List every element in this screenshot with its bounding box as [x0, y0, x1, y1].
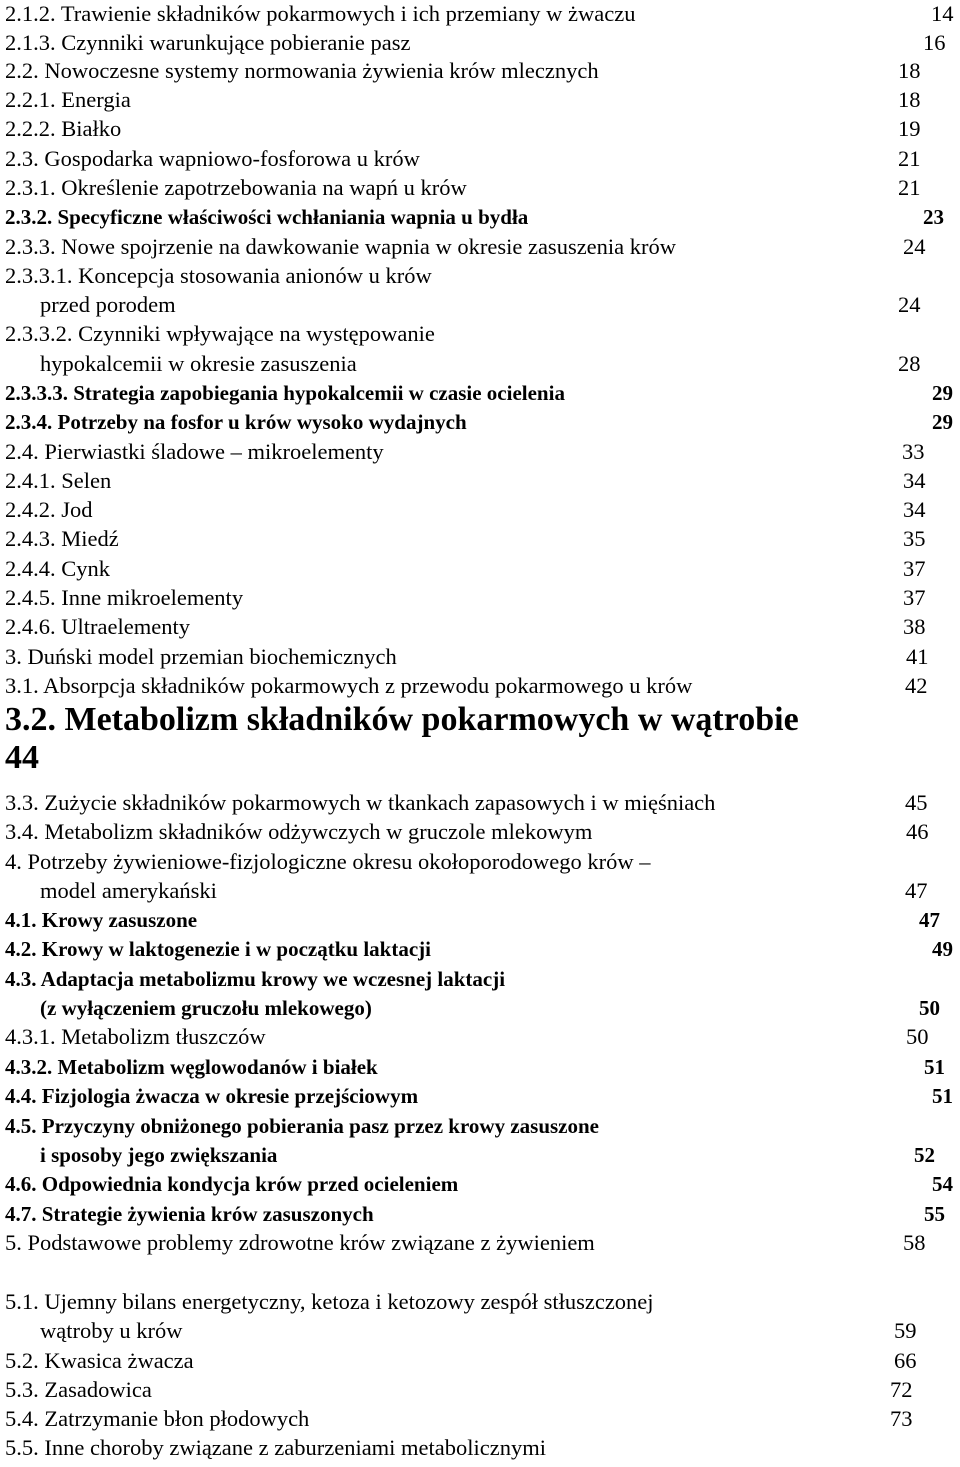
toc-entry: [5, 1288, 955, 1316]
toc-entry-title: 3. Duński model przemian biochemicznych: [5, 644, 397, 669]
toc-entry: [5, 1405, 955, 1433]
toc-entry-title: 2.2.1. Energia: [5, 87, 131, 112]
toc-entry: [5, 789, 955, 817]
toc-entry: [5, 203, 955, 231]
toc-entry: [5, 643, 955, 671]
toc-entry-title: 2.3.4. Potrzeby na fosfor u krów wysoko wydajnych: [5, 410, 467, 434]
toc-entry: [5, 320, 955, 348]
toc-entry-page-number: 58: [903, 1230, 926, 1255]
toc-entry-page-number: 33: [902, 439, 925, 464]
toc-entry-title: 5.5. Inne choroby związane z zaburzeniami metabolicznymi: [5, 1435, 547, 1460]
toc-entry: [5, 379, 955, 407]
toc-entry: [5, 0, 955, 28]
toc-entry-page-number: 29: [932, 410, 953, 434]
toc-entry-title: 4.3.2. Metabolizm węglowodanów i białek: [5, 1055, 378, 1079]
toc-entry-page-number: 21: [898, 146, 921, 171]
toc-entry-page-number: 23: [923, 205, 944, 229]
toc-entry-title: 2.4.5. Inne mikroelementy: [5, 585, 244, 610]
toc-entry: [5, 1317, 955, 1345]
toc-entry-page-number: 18: [898, 87, 921, 112]
toc-entry-title: 4.3. Adaptacja metabolizmu krowy we wczesnej laktacji: [5, 967, 506, 991]
toc-entry-title: i sposoby jego zwiększania: [40, 1143, 278, 1167]
toc-entry-page-number: 51: [932, 1084, 953, 1108]
toc-entry-title-large: 3.2. Metabolizm składników pokarmowych w wątrobie: [5, 701, 799, 738]
toc-entry-title: 2.3.3.1. Koncepcja stosowania anionów u krów: [5, 263, 432, 288]
toc-entry-page-number: 37: [903, 556, 926, 581]
toc-entry-title: 3.1. Absorpcja składników pokarmowych z przewodu pokarmowego u krów: [5, 673, 693, 698]
toc-entry-title: 2.4.4. Cynk: [5, 556, 111, 581]
toc-entry: [5, 965, 955, 993]
toc-entry-title: 4.3.1. Metabolizm tłuszczów: [5, 1024, 266, 1049]
toc-entry: [5, 145, 955, 173]
toc-entry: [5, 115, 955, 143]
toc-entry: [5, 1082, 955, 1110]
toc-entry-title: model amerykański: [40, 878, 217, 903]
toc-entry: [5, 1053, 955, 1081]
toc-entry-title: hypokalcemii w okresie zasuszenia: [40, 351, 357, 376]
toc-entry-page-number: 55: [924, 1202, 945, 1226]
toc-entry-page-number: 42: [905, 673, 928, 698]
toc-entry: [5, 1347, 955, 1375]
toc-entry-page-number: 14: [931, 1, 954, 26]
toc-entry-page-number: 35: [903, 526, 926, 551]
toc-entry-title: 2.4.2. Jod: [5, 497, 93, 522]
toc-entry: [5, 1141, 955, 1169]
toc-entry-page-number: 24: [903, 234, 926, 259]
toc-entry-title: 2.3.3. Nowe spojrzenie na dawkowanie wapnia w okresie zasuszenia krów: [5, 234, 677, 259]
toc-entry-title: 5.1. Ujemny bilans energetyczny, ketoza i ketozowy zespół stłuszczonej: [5, 1289, 654, 1314]
toc-entry-title: 2.3.3.3. Strategia zapobiegania hypokalcemii w czasie ocielenia: [5, 381, 565, 405]
toc-entry-title: 4.1. Krowy zasuszone: [5, 908, 198, 932]
toc-entry-title: 5. Podstawowe problemy zdrowotne krów związane z żywieniem: [5, 1230, 595, 1255]
toc-entry-title: przed porodem: [40, 292, 176, 317]
toc-entry-page-number: 38: [903, 614, 926, 639]
toc-entry-page-number: 47: [919, 908, 940, 932]
toc-entry: [5, 174, 955, 202]
toc-entry-page-number: 21: [898, 175, 921, 200]
toc-entry-title: 2.4.1. Selen: [5, 468, 112, 493]
toc-entry-page-number: 52: [914, 1143, 935, 1167]
toc-entry-page-number: 45: [905, 790, 928, 815]
toc-entry-title: wątroby u krów: [40, 1318, 183, 1343]
toc-entry-title: (z wyłączeniem gruczołu mlekowego): [40, 996, 372, 1020]
toc-entry-page-number: 51: [924, 1055, 945, 1079]
toc-entry-page-number: 72: [890, 1377, 913, 1402]
toc-entry-page-number: 18: [898, 58, 921, 83]
toc-entry-title: 2.3.3.2. Czynniki wpływające na występowanie: [5, 321, 435, 346]
toc-entry-page-number: 19: [898, 116, 921, 141]
toc-entry-page-number: 49: [932, 937, 953, 961]
toc-entry-page-number: 66: [894, 1348, 917, 1373]
toc-entry-page-number: 59: [894, 1318, 917, 1343]
toc-entry-title: 2.1.3. Czynniki warunkujące pobieranie pasz: [5, 30, 411, 55]
toc-entry-title: 2.3. Gospodarka wapniowo-fosforowa u krów: [5, 146, 420, 171]
toc-entry: [5, 584, 955, 612]
toc-entry-page-number: 29: [932, 381, 953, 405]
toc-entry-page-number: 46: [906, 819, 929, 844]
toc-entry: [5, 1229, 955, 1257]
toc-entry-title: 2.2.2. Białko: [5, 116, 122, 141]
toc-entry-title: 4.6. Odpowiednia kondycja krów przed ocieleniem: [5, 1172, 459, 1196]
toc-entry: [5, 672, 955, 700]
toc-entry: [5, 906, 955, 934]
toc-entry: [5, 291, 955, 319]
toc-entry-title: 2.1.2. Trawienie składników pokarmowych i ich przemiany w żwaczu: [5, 1, 636, 26]
toc-entry: [5, 1434, 955, 1462]
toc-entry: [5, 86, 955, 114]
toc-entry-title: 2.3.1. Określenie zapotrzebowania na wapń u krów: [5, 175, 467, 200]
toc-entry-page-number: 37: [903, 585, 926, 610]
toc-entry-title: 2.4.3. Miedź: [5, 526, 119, 551]
toc-entry: [5, 877, 955, 905]
toc-entry-title: 4.4. Fizjologia żwacza w okresie przejściowym: [5, 1084, 419, 1108]
toc-entry-page-number: 47: [905, 878, 928, 903]
toc-entry: [5, 525, 955, 553]
toc-entry: [5, 408, 955, 436]
toc-entry-title: 2.2. Nowoczesne systemy normowania żywienia krów mlecznych: [5, 58, 599, 83]
toc-entry: [5, 1170, 955, 1198]
toc-entry-title: 3.4. Metabolizm składników odżywczych w gruczole mlekowym: [5, 819, 593, 844]
toc-entry-title: 4. Potrzeby żywieniowe-fizjologiczne okresu okołoporodowego krów –: [5, 849, 651, 874]
toc-entry: [5, 1023, 955, 1051]
toc-entry-title: 4.2. Krowy w laktogenezie i w początku laktacji: [5, 937, 431, 961]
toc-entry: [5, 1376, 955, 1404]
toc-entry: [5, 496, 955, 524]
toc-entry-page-number: 54: [932, 1172, 953, 1196]
toc-entry: [5, 233, 955, 261]
toc-entry-title: 2.3.2. Specyficzne właściwości wchłaniania wapnia u bydła: [5, 205, 529, 229]
toc-entry-page-number: 16: [923, 30, 946, 55]
toc-entry-title: 5.3. Zasadowica: [5, 1377, 152, 1402]
toc-entry-page-number: 73: [890, 1406, 913, 1431]
toc-entry-page-number: 24: [898, 292, 921, 317]
toc-entry-title: 5.4. Zatrzymanie błon płodowych: [5, 1406, 310, 1431]
toc-entry: [5, 1112, 955, 1140]
toc-entry-title: 5.2. Kwasica żwacza: [5, 1348, 194, 1373]
toc-entry-title: 2.4.6. Ultraelementy: [5, 614, 190, 639]
toc-entry: [5, 1200, 955, 1228]
toc-entry: [5, 555, 955, 583]
toc-entry-page-large: 44: [5, 739, 39, 776]
toc-entry: [5, 438, 955, 466]
toc-entry-page-number: 50: [906, 1024, 929, 1049]
toc-entry: [5, 57, 955, 85]
toc-entry: [5, 935, 955, 963]
toc-entry-page-number: 28: [898, 351, 921, 376]
toc-entry: [5, 467, 955, 495]
toc-entry: [5, 29, 955, 57]
toc-entry: [5, 848, 955, 876]
toc-entry-page-number: 50: [919, 996, 940, 1020]
toc-entry-page-number: 34: [903, 468, 926, 493]
toc-entry: [5, 262, 955, 290]
toc-entry-title: 2.4. Pierwiastki śladowe – mikroelementy: [5, 439, 384, 464]
toc-entry-page-number: 41: [906, 644, 929, 669]
toc-entry-page-number: 34: [903, 497, 926, 522]
toc-entry: [5, 613, 955, 641]
toc-entry: [5, 818, 955, 846]
toc-entry: [5, 350, 955, 378]
toc-entry: [5, 994, 955, 1022]
toc-entry-title: 4.5. Przyczyny obniżonego pobierania pasz przez krowy zasuszone: [5, 1114, 599, 1138]
toc-entry-title: 3.3. Zużycie składników pokarmowych w tkankach zapasowych i w mięśniach: [5, 790, 716, 815]
toc-entry-title: 4.7. Strategie żywienia krów zasuszonych: [5, 1202, 374, 1226]
